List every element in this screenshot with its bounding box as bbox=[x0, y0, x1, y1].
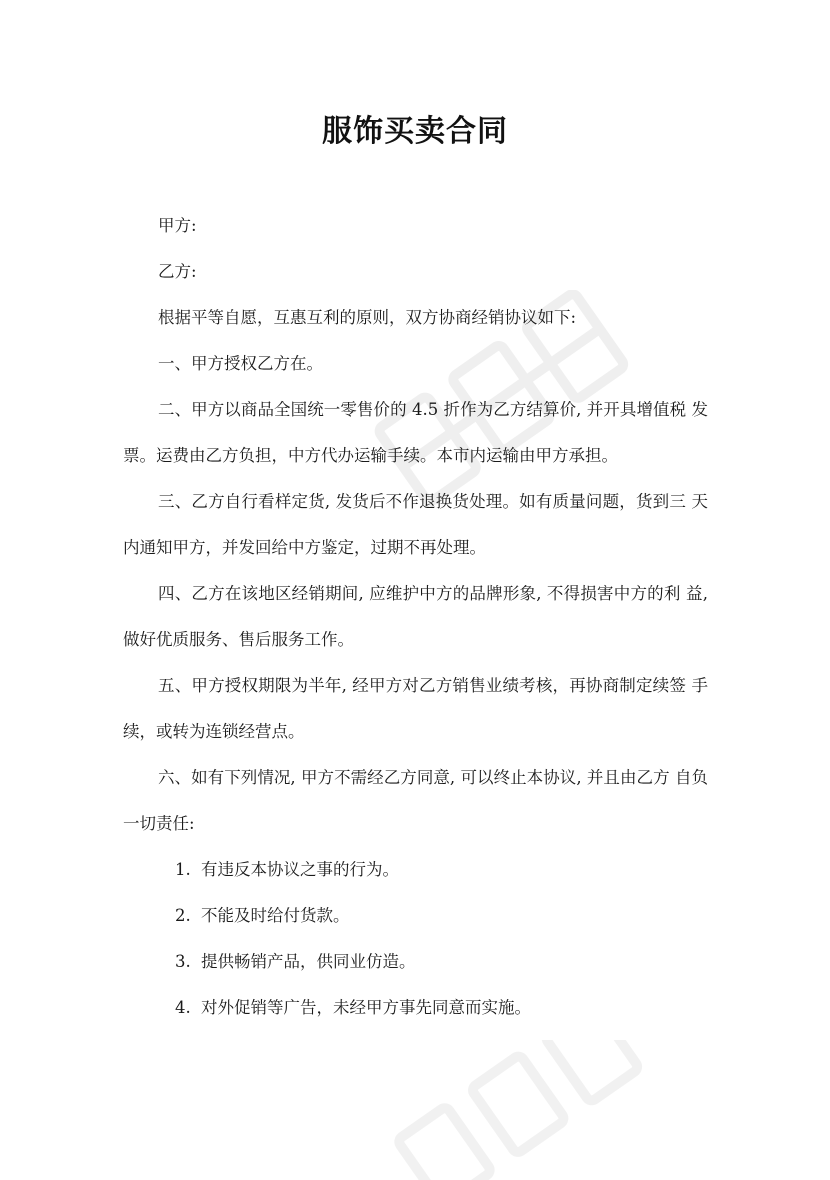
list-item-text: 有违反本协议之事的行为。 bbox=[201, 860, 399, 879]
intro-paragraph: 根据平等自愿，互惠互利的原则，双方协商经销协议如下: bbox=[158, 308, 577, 327]
list-item-text: 提供畅销产品，供同业仿造。 bbox=[201, 952, 416, 971]
clause-6: 六、如有下列情况, 甲方不需经乙方同意, 可以终止本协议, 并且由乙方 自负一切责任: bbox=[123, 768, 708, 833]
party-b-line: 乙方: bbox=[158, 262, 197, 281]
clause-1: 一、甲方授权乙方在。 bbox=[158, 354, 323, 373]
list-item bbox=[123, 893, 708, 939]
clause-5: 五、甲方授权期限为半年, 经甲方对乙方销售业绩考核，再协商制定续签 手续，或转为连锁经营点。 bbox=[123, 676, 708, 741]
list-item-number: 1. bbox=[175, 860, 191, 879]
list-item-number: 3. bbox=[175, 952, 191, 971]
list-item bbox=[123, 985, 708, 1031]
list-item-number: 2. bbox=[175, 906, 191, 925]
list-item bbox=[123, 847, 708, 893]
party-a-line: 甲方: bbox=[158, 216, 197, 235]
clause-4: 四、乙方在该地区经销期间, 应维护中方的品牌形象, 不得损害中方的利 益, 做好优质服务、售后服务工作。 bbox=[123, 584, 708, 649]
clause-3: 三、乙方自行看样定货, 发货后不作退换货处理。如有质量问题，货到三 天内通知甲方，并发回给中方鉴定，过期不再处理。 bbox=[123, 492, 708, 557]
list-item-text: 不能及时给付货款。 bbox=[201, 906, 350, 925]
list-item bbox=[123, 939, 708, 985]
document-title: 服饰买卖合同 bbox=[322, 114, 508, 149]
watermark-graphic-bottom bbox=[360, 1040, 660, 1180]
clause-2: 二、甲方以商品全国统一零售价的 4.5 折作为乙方结算价, 并开具增值税 发票。运费由乙方负担，中方代办运输手续。本市内运输由甲方承担。 bbox=[123, 400, 708, 465]
violation-list bbox=[123, 847, 708, 1031]
list-item-text: 对外促销等广告，未经甲方事先同意而实施。 bbox=[201, 998, 531, 1017]
list-item-number: 4. bbox=[175, 998, 191, 1017]
contract-body bbox=[123, 203, 708, 1031]
